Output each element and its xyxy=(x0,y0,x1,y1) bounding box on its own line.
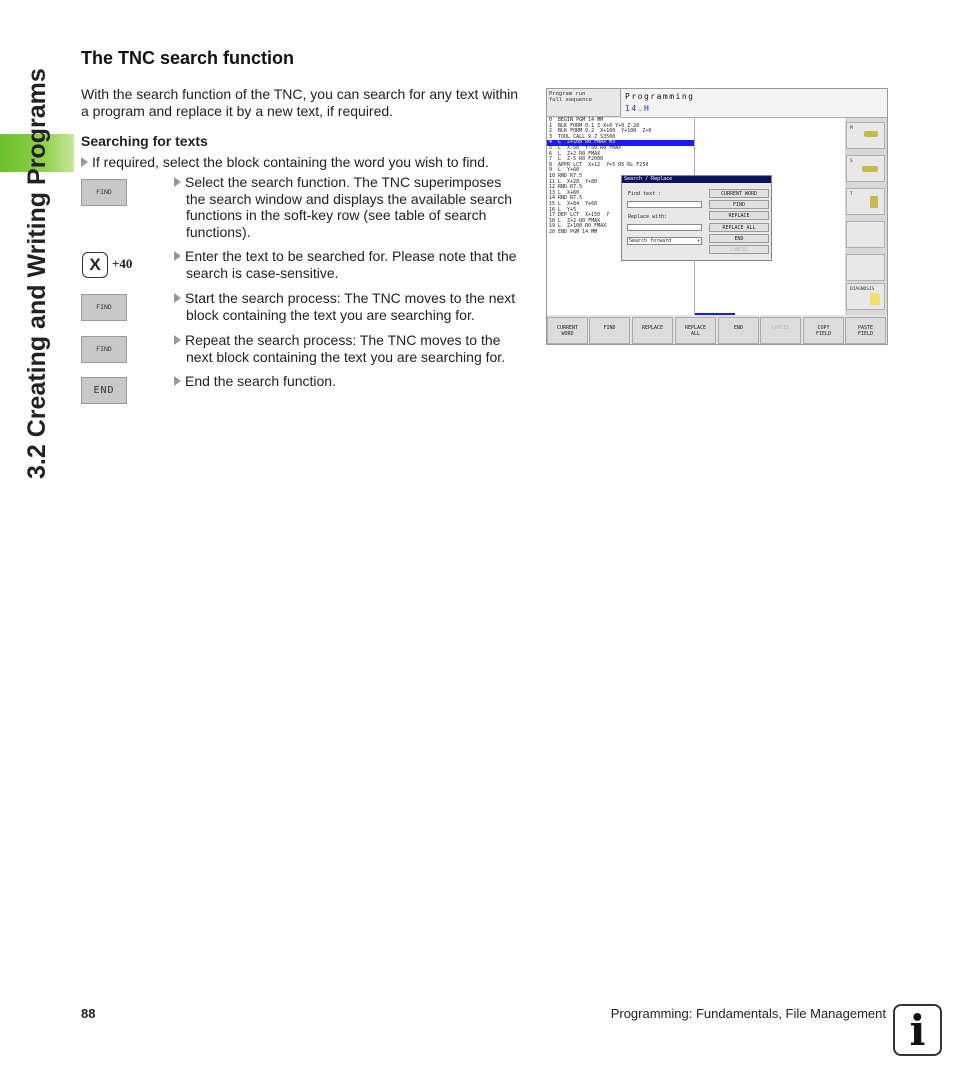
vkey-label: T xyxy=(850,192,853,197)
softkey-copy-field[interactable]: COPY FIELD xyxy=(803,317,844,344)
chevron-down-icon: ▾ xyxy=(696,238,700,244)
program-line: 8 APPR LCT X+12 Y+5 R5 RL F250 xyxy=(549,161,649,168)
step-text: End the search function. xyxy=(185,373,336,389)
find-input[interactable] xyxy=(627,201,702,208)
first-step xyxy=(81,154,521,171)
info-icon: i xyxy=(893,1004,942,1056)
operating-mode-box xyxy=(547,89,621,117)
bullet-arrow-icon xyxy=(81,157,88,167)
program-line: 11 L X+28 Y+80 xyxy=(549,178,598,185)
softkey-replace-all[interactable]: REPLACE ALL xyxy=(675,317,716,344)
search-direction-select[interactable] xyxy=(627,237,702,245)
softkey-end[interactable]: END xyxy=(718,317,759,344)
section-title: The TNC search function xyxy=(81,48,295,68)
replace-button[interactable]: REPLACE xyxy=(709,211,769,220)
replace-input[interactable] xyxy=(627,224,702,231)
s-function-key[interactable] xyxy=(846,155,885,182)
diagnosis-icon xyxy=(870,293,880,305)
empty-vkey[interactable] xyxy=(846,254,885,281)
programming-header xyxy=(622,89,887,118)
program-line: 13 L X+60 xyxy=(549,189,580,196)
step-repeat-search xyxy=(172,332,524,365)
program-line: 20 END PGM 14 MM xyxy=(549,228,598,235)
step-select-search xyxy=(172,174,524,240)
search-replace-dialog xyxy=(621,175,772,261)
program-line: 16 L Y+5 xyxy=(549,206,577,213)
page-number: 88 xyxy=(81,1006,96,1021)
end-softkey-icon: END xyxy=(81,377,127,404)
step-start-search xyxy=(172,290,524,323)
program-line: 6 L Z+2 R0 FMAX xyxy=(549,150,601,157)
step-text: Repeat the search process: The TNC moves to the next block containing the text you are searching for. xyxy=(185,332,506,365)
program-line: 2 BLK FORM 0.2 X+100 Y+100 Z+0 xyxy=(549,128,652,135)
bullet-arrow-icon xyxy=(174,177,181,187)
program-line: 18 L Z+2 R0 FMAX xyxy=(549,217,601,224)
program-line: 12 RND R7.5 xyxy=(549,184,583,191)
bullet-arrow-icon xyxy=(174,376,181,386)
file-name: 14.H xyxy=(625,104,651,113)
softkey-find[interactable]: FIND xyxy=(589,317,630,344)
m-function-key[interactable] xyxy=(846,122,885,149)
x-key-icon: X xyxy=(82,252,108,278)
first-step-text: If required, select the block containing the word you wish to find. xyxy=(92,154,489,170)
bullet-arrow-icon xyxy=(174,335,181,345)
program-line: 19 L Z+100 R0 FMAX xyxy=(549,223,607,230)
find-softkey-icon: FIND xyxy=(81,179,127,206)
diagnosis-key[interactable] xyxy=(846,283,885,310)
step-text: Enter the text to be searched for. Please note that the search is case-sensitive. xyxy=(185,248,517,281)
find-label: Find text : xyxy=(628,191,662,197)
program-line: 17 DEP LCT X+150 Y xyxy=(549,212,610,219)
scroll-indicator xyxy=(695,313,735,315)
program-line: 1 BLK FORM 0.1 Z X+0 Y+0 Z-20 xyxy=(549,122,640,129)
find-softkey-icon: FIND xyxy=(81,294,127,321)
x-key-value: +40 xyxy=(112,256,133,271)
empty-vkey[interactable] xyxy=(846,221,885,248)
mode-line: Program run xyxy=(549,91,586,97)
chapter-tab-title: 3.2 Creating and Writing Programs xyxy=(23,68,51,479)
step-end-search xyxy=(172,373,524,390)
program-line: 14 RND R7.5 xyxy=(549,195,583,202)
mode-title: Programming xyxy=(625,92,695,101)
step-text: Start the search process: The TNC moves to the next block containing the text you are searching for. xyxy=(185,290,516,323)
softkey-row xyxy=(547,317,887,344)
direction-value: Search forward xyxy=(629,238,672,244)
dialog-title: Search / Replace xyxy=(622,176,771,183)
mode-line: full sequence xyxy=(549,97,593,103)
tool-icon xyxy=(864,131,878,137)
replace-label: Replace with: xyxy=(628,214,668,220)
bullet-arrow-icon xyxy=(174,293,181,303)
current-word-button[interactable]: CURRENT WORD xyxy=(709,189,769,198)
replace-all-button[interactable]: REPLACE ALL xyxy=(709,223,769,232)
softkey-replace[interactable]: REPLACE xyxy=(632,317,673,344)
end-button[interactable]: END xyxy=(709,234,769,243)
step-enter-text xyxy=(172,248,524,281)
program-line: 3 TOOL CALL 9 Z S3500 xyxy=(549,133,616,140)
program-line: 10 RND R7.5 xyxy=(549,172,583,179)
program-line: 5 L X-50 Y-50 R0 FMAX xyxy=(549,144,622,151)
cancel-button[interactable]: CANCEL xyxy=(709,245,769,254)
spindle-icon xyxy=(862,166,878,172)
softkey-current-word[interactable]: CURRENT WORD xyxy=(547,317,588,344)
t-function-key[interactable] xyxy=(846,188,885,215)
program-line: 0 BEGIN PGM 14 MM xyxy=(549,117,604,123)
vkey-label: DIAGNOSIS xyxy=(850,287,875,292)
vkey-label: M xyxy=(850,126,853,131)
step-text: Select the search function. The TNC superimposes the search window and displays the available search functions in the soft-key row (see table of search functions). xyxy=(185,174,513,240)
vkey-label: S xyxy=(850,159,853,164)
subheading: Searching for texts xyxy=(81,133,208,149)
softkey-cancel[interactable]: CANCEL xyxy=(760,317,801,344)
find-softkey-icon: FIND xyxy=(81,336,127,363)
softkey-paste-field[interactable]: PASTE FIELD xyxy=(845,317,886,344)
bullet-arrow-icon xyxy=(174,251,181,261)
program-line: 15 L X+84 Y+60 xyxy=(549,200,598,207)
find-button[interactable]: FIND xyxy=(709,200,769,209)
footer-title: Programming: Fundamentals, File Management xyxy=(610,1006,886,1021)
vertical-softkeys xyxy=(845,118,887,315)
program-line: 9 L Y+60 xyxy=(549,167,580,174)
tnc-screenshot xyxy=(546,88,888,345)
intro-paragraph: With the search function of the TNC, you can search for any text within a program and replace it by a new text, if required. xyxy=(81,86,519,119)
tool-call-icon xyxy=(870,196,878,208)
program-line: 4 L Z+100 R0 FMAX M3 xyxy=(547,140,694,146)
program-line: 7 L Z-5 R0 F2000 xyxy=(549,156,604,163)
